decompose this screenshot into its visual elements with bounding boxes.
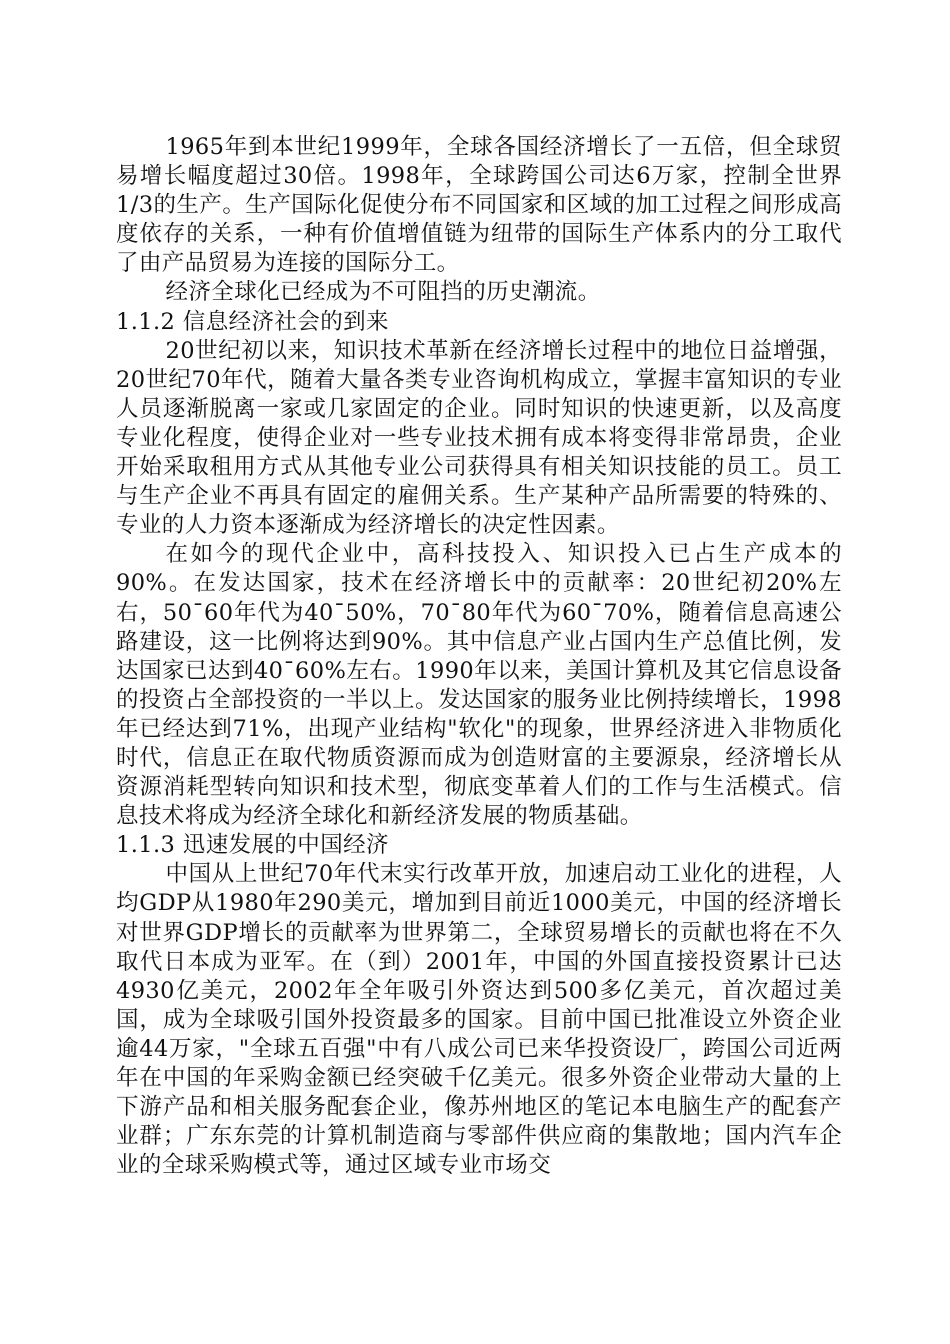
- paragraph-globalization-trend: 经济全球化已经成为不可阻挡的历史潮流。: [165, 279, 601, 306]
- section-heading-information-economy: 1.1.2 信息经济社会的到来: [116, 308, 389, 335]
- paragraph-knowledge-innovation: 20世纪初以来，知识技术革新在经济增长过程中的地位日益增强，20世纪70年代，随着大量各类专业咨询机构成立，掌握丰富知识的专业人员逐渐脱离一家或几家固定的企业。同时知识的快速更新，以及高度专业化程度，使得企业对一些专业技术拥有成本将变得非常昂贵，企业开始采取租用方式从其他专业公司获得具有相关知识技能的员工。员工与生产企业不再具有固定的雇佣关系。生产某种产品所需要的特殊的、专业的人力资本逐渐成为经济增长的决定性因素。: [116, 337, 842, 539]
- section-heading-china-economy: 1.1.3 迅速发展的中国经济: [116, 832, 389, 859]
- paragraph-china-growth: 中国从上世纪70年代末实行改革开放，加速启动工业化的进程，人均GDP从1980年290美元，增加到目前近1000美元，中国的经济增长对世界GDP增长的贡献率为世界第二，全球贸易增长的贡献也将在不久取代日本成为亚军。在（到）2001年，中国的外国直接投资累计已达4930亿美元，2002年全年吸引外资达到500多亿美元，首次超过美国，成为全球吸引国外投资最多的国家。目前中国已批准设立外资企业逾44万家，"全球五百强"中有八成公司已来华投资设厂，跨国公司近两年在中国的年采购金额已经突破千亿美元。很多外资企业带动大量的上下游产品和相关服务配套企业，像苏州地区的笔记本电脑生产的配套产业群；广东东莞的计算机制造商与零部件供应商的集散地；国内汽车企业的全球采购模式等，通过区域专业市场交: [116, 861, 842, 1179]
- paragraph-globalization-stats: 1965年到本世纪1999年，全球各国经济增长了一五倍，但全球贸易增长幅度超过30倍。1998年，全球跨国公司达6万家，控制全世界1/3的生产。生产国际化促使分布不同国家和区域的加工过程之间形成高度依存的关系，一种有价值增值链为纽带的国际生产体系内的分工取代了由产品贸易为连接的国际分工。: [116, 134, 842, 277]
- document-page: [116, 133, 842, 1180]
- paragraph-technology-contribution: 在如今的现代企业中，高科技投入、知识投入已占生产成本的90%。在发达国家，技术在经济增长中的贡献率：20世纪初20%左右，50¯60年代为40¯50%，70¯80年代为60¯70%，随着信息高速公路建设，这一比例将达到90%。其中信息产业占国内生产总值比例，发达国家已达到40¯60%左右。1990年以来，美国计算机及其它信息设备的投资占全部投资的一半以上。发达国家的服务业比例持续增长，1998年已经达到71%，出现产业结构"软化"的现象，世界经济进入非物质化时代，信息正在取代物质资源而成为创造财富的主要源泉，经济增长从资源消耗型转向知识和技术型，彻底变革着人们的工作与生活模式。信息技术将成为经济全球化和新经济发展的物质基础。: [116, 541, 842, 830]
